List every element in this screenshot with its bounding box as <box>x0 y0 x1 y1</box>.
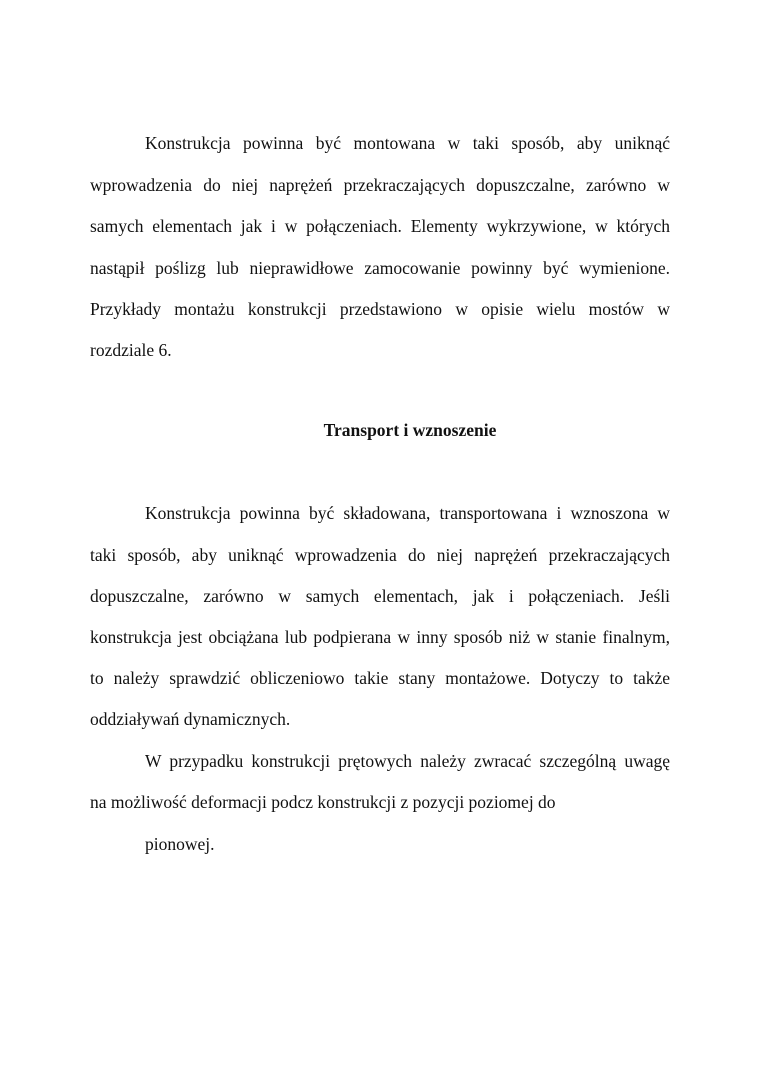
section-heading: Transport i wznoszenie <box>323 420 497 440</box>
paragraph-2-line-2: taki sposób, aby uniknąć wprowadzenia do niej naprężeń przekraczających <box>90 545 670 565</box>
paragraph-3-line-1: W przypadku konstrukcji prętowych należy zwracać szczególną uwagę <box>145 751 670 771</box>
paragraph-2-line-1: Konstrukcja powinna być składowana, transportowana i wznoszona w <box>145 503 670 523</box>
paragraph-2-line-3: dopuszczalne, zarówno w samych elementach, jak i połączeniach. Jeśli <box>90 586 670 606</box>
paragraph-1-line-6: rozdziale 6. <box>90 340 172 360</box>
paragraph-1-line-5: Przykłady montażu konstrukcji przedstawiono w opisie wielu mostów w <box>90 299 670 319</box>
paragraph-3-line-3: pionowej. <box>145 834 215 854</box>
paragraph-1-line-4: nastąpił poślizg lub nieprawidłowe zamocowanie powinny być wymienione. <box>90 258 670 278</box>
paragraph-1-line-2: wprowadzenia do niej naprężeń przekraczających dopuszczalne, zarówno w <box>90 175 670 195</box>
paragraph-2-line-6: oddziaływań dynamicznych. <box>90 709 291 729</box>
paragraph-1-line-3: samych elementach jak i w połączeniach. Elementy wykrzywione, w których <box>90 216 670 236</box>
paragraph-3-line-2: na możliwość deformacji podcz konstrukcji z pozycji poziomej do <box>90 792 556 812</box>
paragraph-2-line-5: to należy sprawdzić obliczeniowo takie stany montażowe. Dotyczy to także <box>90 668 670 688</box>
paragraph-2-line-4: konstrukcja jest obciążana lub podpierana w inny sposób niż w stanie finalnym, <box>90 627 670 647</box>
paragraph-1-line-1: Konstrukcja powinna być montowana w taki sposób, aby uniknąć <box>145 133 670 153</box>
